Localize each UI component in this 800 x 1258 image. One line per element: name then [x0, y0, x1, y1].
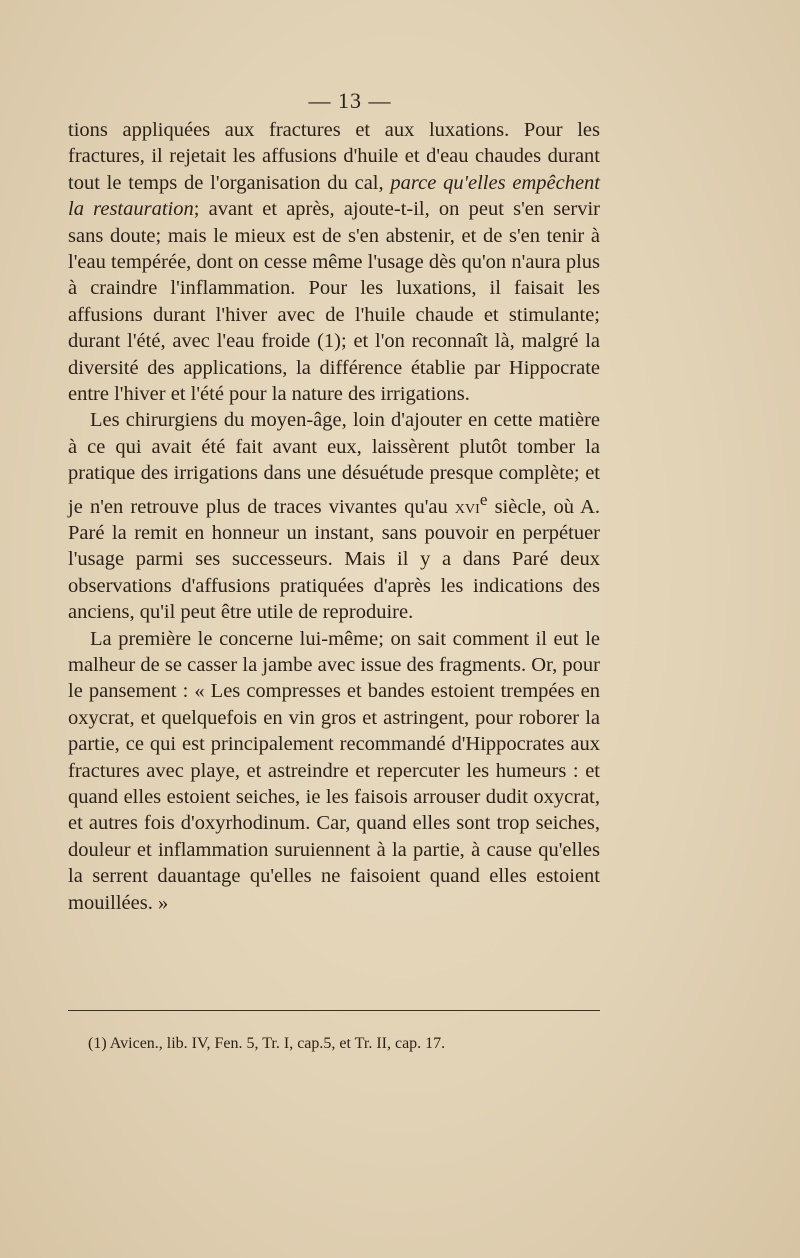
paragraph-1-part-a: tions appliquées aux fractures et aux luxations. Pour les fractures, il rejetait les affusions d'huile et d'eau chaudes durant tout le temps de l'organisation du cal, — [68, 119, 600, 194]
paragraph-1-part-b: ; avant et après, ajoute-t-il, on peut s'en servir sans doute; mais le mieux est de s'en abstenir, et de s'en tenir à l'eau tempérée, dont on cesse même l'usage dès qu'on n'aura plus à craindre l'inflammation. Pour les luxations, il faisait les affusions durant l'hiver avec de l'huile chaude et stimulante; durant l'été, avec l'eau froide (1); et l'on reconnaît là, malgré la diversité des applications, la différence établie par Hippocrate entre l'hiver et l'été pour la nature des irrigations. — [68, 198, 600, 406]
paragraph-3: La première le concerne lui-même; on sait comment il eut le malheur de se casser la jambe avec issue des fragments. Or, pour le pansement : « Les compresses et bandes estoient trempées en oxycrat, et quelquefois en vin gros et astringent, pour roborer la partie, ce qui est principalement recommandé d'Hippocrates aux fractures avec playe, et astreindre et repercuter les humeurs : et quand elles estoient seiches, ie les faisois arrouser dudit oxycrat, et autres fois d'oxyrhodinum. Car, quand elles sont trop seiches, douleur et inflammation suruiennent à la partie, à cause qu'elles la serrent dauantage qu'elles ne faisoient quand elles estoient mouillées. » — [68, 627, 600, 914]
century-superscript: e — [479, 489, 488, 509]
paragraph-1-italic: parce qu'elles empêchent la restauration — [68, 171, 600, 221]
footnote: (1) Avicen., lib. IV, Fen. 5, Tr. I, cap.5, et Tr. II, cap. 17. — [88, 1035, 446, 1052]
paragraph-2-part-b: siècle, où A. Paré la remit en honneur un instant, sans pouvoir en perpétuer l'usage parmi ses successeurs. Mais il y a dans Paré deux observations d'affusions pratiquées d'après les indications des anciens, qu'il peut être utile de reproduire. — [68, 495, 601, 624]
paragraph-2 — [68, 407, 600, 625]
page-number: — 13 — — [308, 88, 392, 113]
body-text — [68, 117, 600, 916]
century-numeral: xvi — [454, 495, 480, 518]
footnote-divider — [68, 1010, 600, 1011]
paragraph-1 — [68, 117, 600, 407]
paragraph-2-part-a: Les chirurgiens du moyen-âge, loin d'ajouter en cette matière à ce qui avait été fait avant eux, laissèrent plutôt tomber la pratique des irrigations dans une désuétude presque complète; et je n'en retrouve plus de traces vivantes qu'au — [68, 409, 600, 518]
